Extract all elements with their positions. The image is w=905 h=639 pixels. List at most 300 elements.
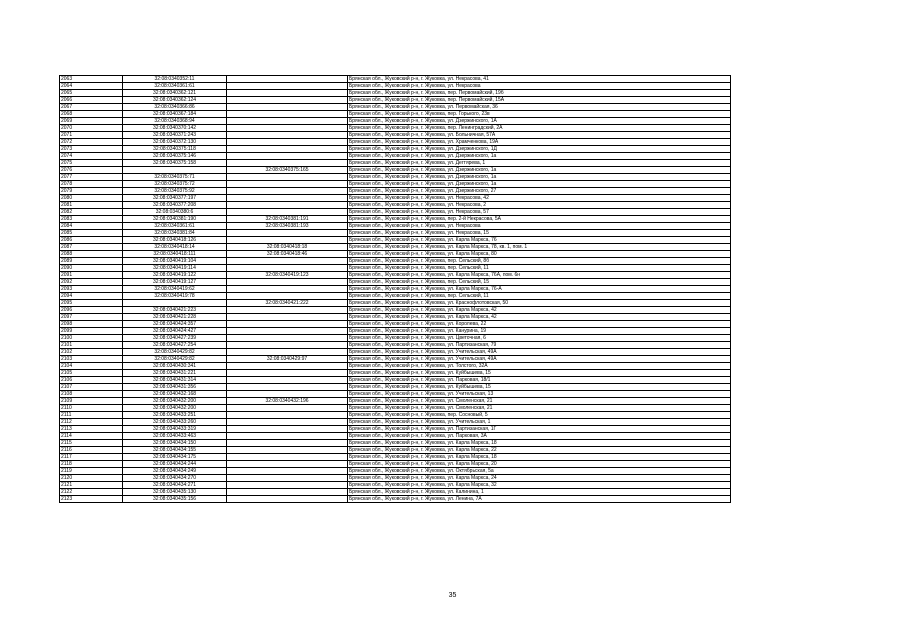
related-cadastral-cell xyxy=(227,342,348,349)
address-cell: Брянская обл., Жуковский р-н, г. Жуковка, ул. Учительская, 1 xyxy=(348,419,731,426)
row-number-cell: 2101 xyxy=(60,342,123,349)
related-cadastral-cell xyxy=(227,97,348,104)
related-cadastral-cell: 32:08:0340432:196 xyxy=(227,398,348,405)
table-row xyxy=(60,356,731,363)
cadastral-number-cell: 32:08:0340435:156 xyxy=(123,496,227,503)
cadastral-number-cell: 32:08:0340434:249 xyxy=(123,468,227,475)
address-cell: Брянская обл., Жуковский р-н, г. Жуковка, пер. Сельский, 8б xyxy=(348,258,731,265)
cadastral-number-cell: 32:08:0340371:243 xyxy=(123,132,227,139)
address-cell: Брянская обл., Жуковский р-н, г. Жуковка, ул. Королева, 22 xyxy=(348,321,731,328)
address-cell: Брянская обл., Жуковский р-н, г. Жуковка, ул. Дзержинского, 1Д xyxy=(348,146,731,153)
cadastral-number-cell: 32:08:0340419:104 xyxy=(123,258,227,265)
cadastral-number-cell: 32:08:0340427:254 xyxy=(123,342,227,349)
row-number-cell: 2113 xyxy=(60,426,123,433)
row-number-cell: 2110 xyxy=(60,405,123,412)
cadastral-number-cell: 32:08:0340421:223 xyxy=(123,307,227,314)
cadastral-number-cell: 32:08:0340433:260 xyxy=(123,419,227,426)
table-row xyxy=(60,265,731,272)
address-cell: Брянская обл., Жуковский р-н, г. Жуковка, ул. Калинина, 1 xyxy=(348,489,731,496)
related-cadastral-cell xyxy=(227,90,348,97)
cadastral-number-cell xyxy=(123,300,227,307)
address-cell: Брянская обл., Жуковский р-н, г. Жуковка, ул. Карла Маркса, 22 xyxy=(348,447,731,454)
related-cadastral-cell xyxy=(227,258,348,265)
cadastral-number-cell: 32:08:0340361:61 xyxy=(123,83,227,90)
related-cadastral-cell xyxy=(227,412,348,419)
row-number-cell: 2120 xyxy=(60,475,123,482)
cadastral-number-cell xyxy=(123,167,227,174)
table-row xyxy=(60,139,731,146)
address-cell: Брянская обл., Жуковский р-н, г. Жуковка, ул. Некрасова, 42 xyxy=(348,195,731,202)
row-number-cell: 2071 xyxy=(60,132,123,139)
related-cadastral-cell xyxy=(227,153,348,160)
row-number-cell: 2080 xyxy=(60,195,123,202)
table-row xyxy=(60,111,731,118)
cadastral-number-cell: 32:08:0340424:357 xyxy=(123,321,227,328)
table-row xyxy=(60,202,731,209)
related-cadastral-cell xyxy=(227,391,348,398)
table-row xyxy=(60,454,731,461)
table-body xyxy=(60,76,731,503)
table-row xyxy=(60,349,731,356)
page-number: 35 xyxy=(448,592,457,599)
address-cell: Брянская обл., Жуковский р-н, г. Жуковка, пер. Первомайский, 19б xyxy=(348,90,731,97)
address-cell: Брянская обл., Жуковский р-н, г. Жуковка, ул. Дзержинского, 27 xyxy=(348,188,731,195)
cadastral-number-cell: 32:08:0340375:146 xyxy=(123,153,227,160)
related-cadastral-cell xyxy=(227,188,348,195)
table-row xyxy=(60,426,731,433)
cadastral-number-cell: 32:08:0340375:118 xyxy=(123,146,227,153)
row-number-cell: 2114 xyxy=(60,433,123,440)
address-cell: Брянская обл., Жуковский р-н, г. Жуковка, ул. Краснофлотовская, 50 xyxy=(348,300,731,307)
cadastral-number-cell: 32:08:0340427:239 xyxy=(123,335,227,342)
table-row xyxy=(60,468,731,475)
address-cell: Брянская обл., Жуковский р-н, г. Жуковка, ул. Карла Маркса, 18 xyxy=(348,454,731,461)
related-cadastral-cell xyxy=(227,335,348,342)
row-number-cell: 2118 xyxy=(60,461,123,468)
cadastral-number-cell: 32:08:0340419:127 xyxy=(123,279,227,286)
cadastral-number-cell: 32:08:0340418:111 xyxy=(123,251,227,258)
row-number-cell: 2074 xyxy=(60,153,123,160)
cadastral-number-cell: 32:08:0340431:221 xyxy=(123,370,227,377)
address-cell: Брянская обл., Жуковский р-н, г. Жуковка, ул. Карла Маркса, 78, кв. 1, пом. 1 xyxy=(348,244,731,251)
related-cadastral-cell: 32:08:0340419:123 xyxy=(227,272,348,279)
table-row xyxy=(60,335,731,342)
address-cell: Брянская обл., Жуковский р-н, г. Жуковка, ул. Партизанская, 1Г xyxy=(348,426,731,433)
related-cadastral-cell xyxy=(227,146,348,153)
row-number-cell: 2079 xyxy=(60,188,123,195)
cadastral-number-cell: 32:08:0340375:92 xyxy=(123,188,227,195)
table-row xyxy=(60,279,731,286)
cadastral-number-cell: 32:08:0340419:114 xyxy=(123,265,227,272)
related-cadastral-cell: 32:08:0340381:191 xyxy=(227,216,348,223)
row-number-cell: 2069 xyxy=(60,118,123,125)
row-number-cell: 2087 xyxy=(60,244,123,251)
related-cadastral-cell xyxy=(227,405,348,412)
row-number-cell: 2090 xyxy=(60,265,123,272)
related-cadastral-cell xyxy=(227,370,348,377)
address-cell: Брянская обл., Жуковский р-н, г. Жуковка, ул. Карла Маркса, 24 xyxy=(348,475,731,482)
related-cadastral-cell xyxy=(227,440,348,447)
cadastral-number-cell: 32:08:0340419:62 xyxy=(123,286,227,293)
table-row xyxy=(60,188,731,195)
table-row xyxy=(60,132,731,139)
row-number-cell: 2099 xyxy=(60,328,123,335)
row-number-cell: 2063 xyxy=(60,76,123,83)
table-row xyxy=(60,300,731,307)
related-cadastral-cell xyxy=(227,293,348,300)
related-cadastral-cell xyxy=(227,202,348,209)
cadastral-number-cell: 32:08:0340431:314 xyxy=(123,377,227,384)
cadastral-number-cell: 32:08:0340419:78 xyxy=(123,293,227,300)
address-cell: Брянская обл., Жуковский р-н, г. Жуковка, ул. Смоленская, 21 xyxy=(348,398,731,405)
address-cell: Брянская обл., Жуковский р-н, г. Жуковка, ул. Карла Маркса, 42 xyxy=(348,314,731,321)
address-cell: Брянская обл., Жуковский р-н, г. Жуковка, ул. Некрасова, 15 xyxy=(348,230,731,237)
related-cadastral-cell xyxy=(227,132,348,139)
table-row xyxy=(60,377,731,384)
row-number-cell: 2067 xyxy=(60,104,123,111)
table-row xyxy=(60,237,731,244)
table-row xyxy=(60,230,731,237)
row-number-cell: 2082 xyxy=(60,209,123,216)
address-cell: Брянская обл., Жуковский р-н, г. Жуковка, ул. Канурина, 19 xyxy=(348,328,731,335)
address-cell: Брянская обл., Жуковский р-н, г. Жуковка, ул. Дзержинского, 1а xyxy=(348,153,731,160)
row-number-cell: 2122 xyxy=(60,489,123,496)
row-number-cell: 2115 xyxy=(60,440,123,447)
address-cell: Брянская обл., Жуковский р-н, г. Жуковка, ул. Некрасова, 57 xyxy=(348,209,731,216)
address-cell: Брянская обл., Жуковский р-н, г. Жуковка, ул. Карла Маркса, 80 xyxy=(348,251,731,258)
table-row xyxy=(60,342,731,349)
table-row xyxy=(60,251,731,258)
row-number-cell: 2121 xyxy=(60,482,123,489)
table-row xyxy=(60,440,731,447)
cadastral-number-cell: 32:08:0340433:251 xyxy=(123,412,227,419)
row-number-cell: 2111 xyxy=(60,412,123,419)
address-cell: Брянская обл., Жуковский р-н, г. Жуковка, ул. Учительская, 13 xyxy=(348,391,731,398)
row-number-cell: 2086 xyxy=(60,237,123,244)
table-row xyxy=(60,167,731,174)
cadastral-number-cell: 32:08:0340380:6 xyxy=(123,209,227,216)
address-cell: Брянская обл., Жуковский р-н, г. Жуковка, ул. Партизанская, 79 xyxy=(348,342,731,349)
address-cell: Брянская обл., Жуковский р-н, г. Жуковка, ул. Карла Маркса, 32 xyxy=(348,482,731,489)
cadastral-number-cell: 32:08:0340434:150 xyxy=(123,440,227,447)
table-row xyxy=(60,412,731,419)
cadastral-number-cell: 32:08:0340375:158 xyxy=(123,160,227,167)
cadastral-number-cell: 32:08:0340367:184 xyxy=(123,111,227,118)
address-cell: Брянская обл., Жуковский р-н, г. Жуковка, ул. Дзержинского, 1А xyxy=(348,118,731,125)
related-cadastral-cell xyxy=(227,475,348,482)
address-cell: Брянская обл., Жуковский р-н, г. Жуковка, ул. Парковая, 18/1 xyxy=(348,377,731,384)
row-number-cell: 2078 xyxy=(60,181,123,188)
row-number-cell: 2123 xyxy=(60,496,123,503)
row-number-cell: 2116 xyxy=(60,447,123,454)
cadastral-number-cell: 32:08:0340430:341 xyxy=(123,363,227,370)
related-cadastral-cell xyxy=(227,468,348,475)
table-row xyxy=(60,482,731,489)
cadastral-number-cell: 32:08:0340375:72 xyxy=(123,181,227,188)
row-number-cell: 2095 xyxy=(60,300,123,307)
address-cell: Брянская обл., Жуковский р-н, г. Жуковка, ул. Карла Маркса, 42 xyxy=(348,307,731,314)
cadastral-number-cell: 32:08:0340429:82 xyxy=(123,356,227,363)
address-cell: Брянская обл., Жуковский р-н, г. Жуковка, ул. Некрасова xyxy=(348,83,731,90)
cadastral-number-cell: 32:08:0340381:190 xyxy=(123,216,227,223)
table-row xyxy=(60,286,731,293)
table-row xyxy=(60,160,731,167)
row-number-cell: 2088 xyxy=(60,251,123,258)
table-row xyxy=(60,447,731,454)
cadastral-number-cell: 32:08:0340434:155 xyxy=(123,447,227,454)
table-row xyxy=(60,209,731,216)
related-cadastral-cell xyxy=(227,139,348,146)
table-row xyxy=(60,405,731,412)
row-number-cell: 2066 xyxy=(60,97,123,104)
row-number-cell: 2102 xyxy=(60,349,123,356)
related-cadastral-cell xyxy=(227,279,348,286)
address-cell: Брянская обл., Жуковский р-н, г. Жуковка, пер. Сельский, 15 xyxy=(348,279,731,286)
row-number-cell: 2083 xyxy=(60,216,123,223)
related-cadastral-cell xyxy=(227,111,348,118)
address-cell: Брянская обл., Жуковский р-н, г. Жуковка, ул. Карла Маркса, 20 xyxy=(348,461,731,468)
cadastral-number-cell: 32:08:0340432:200 xyxy=(123,405,227,412)
related-cadastral-cell xyxy=(227,314,348,321)
related-cadastral-cell xyxy=(227,496,348,503)
row-number-cell: 2092 xyxy=(60,279,123,286)
address-cell: Брянская обл., Жуковский р-н, г. Жуковка, ул. Некрасова, 2 xyxy=(348,202,731,209)
related-cadastral-cell xyxy=(227,461,348,468)
related-cadastral-cell xyxy=(227,160,348,167)
table-row xyxy=(60,181,731,188)
row-number-cell: 2077 xyxy=(60,174,123,181)
address-cell: Брянская обл., Жуковский р-н, г. Жуковка, ул. Дзержинского, 1а xyxy=(348,167,731,174)
address-cell: Брянская обл., Жуковский р-н, г. Жуковка, пер. Ленинградский, 2А xyxy=(348,125,731,132)
related-cadastral-cell xyxy=(227,230,348,237)
related-cadastral-cell xyxy=(227,76,348,83)
row-number-cell: 2068 xyxy=(60,111,123,118)
cadastral-number-cell: 32:08:0340434:270 xyxy=(123,475,227,482)
row-number-cell: 2103 xyxy=(60,356,123,363)
cadastral-number-cell: 32:08:0340434:271 xyxy=(123,482,227,489)
table-row xyxy=(60,321,731,328)
table-row xyxy=(60,125,731,132)
related-cadastral-cell xyxy=(227,447,348,454)
table-row xyxy=(60,391,731,398)
table-row xyxy=(60,258,731,265)
address-cell: Брянская обл., Жуковский р-н, г. Жуковка, ул. Учительская, 49А xyxy=(348,356,731,363)
cadastral-number-cell: 32:08:0340421:228 xyxy=(123,314,227,321)
address-cell: Брянская обл., Жуковский р-н, г. Жуковка, пер. Первомайский, 15А xyxy=(348,97,731,104)
row-number-cell: 2097 xyxy=(60,314,123,321)
row-number-cell: 2093 xyxy=(60,286,123,293)
row-number-cell: 2108 xyxy=(60,391,123,398)
cadastral-number-cell: 32:08:0340433:463 xyxy=(123,433,227,440)
row-number-cell: 2064 xyxy=(60,83,123,90)
related-cadastral-cell xyxy=(227,489,348,496)
related-cadastral-cell xyxy=(227,349,348,356)
cadastral-number-cell: 32:08:0340429:82 xyxy=(123,349,227,356)
cadastral-number-cell: 32:08:0340424:427 xyxy=(123,328,227,335)
cadastral-number-cell: 32:08:0340381:84 xyxy=(123,230,227,237)
address-cell: Брянская обл., Жуковский р-н, г. Жуковка, пер. Сельский, 11 xyxy=(348,265,731,272)
table-row xyxy=(60,496,731,503)
related-cadastral-cell xyxy=(227,237,348,244)
related-cadastral-cell xyxy=(227,377,348,384)
row-number-cell: 2112 xyxy=(60,419,123,426)
row-number-cell: 2107 xyxy=(60,384,123,391)
table-row xyxy=(60,384,731,391)
address-cell: Брянская обл., Жуковский р-н, г. Жуковка, ул. Ленина, 7А xyxy=(348,496,731,503)
row-number-cell: 2106 xyxy=(60,377,123,384)
cadastral-number-cell: 32:08:0340375:71 xyxy=(123,174,227,181)
address-cell: Брянская обл., Жуковский р-н, г. Жуковка, ул. Больничная, 57А xyxy=(348,132,731,139)
cadastral-number-cell: 32:08:0340433:319 xyxy=(123,426,227,433)
related-cadastral-cell xyxy=(227,426,348,433)
cadastral-table xyxy=(59,75,731,503)
row-number-cell: 2096 xyxy=(60,307,123,314)
related-cadastral-cell xyxy=(227,209,348,216)
cadastral-number-cell: 32:08:0340434:244 xyxy=(123,461,227,468)
table-row xyxy=(60,293,731,300)
address-cell: Брянская обл., Жуковский р-н, г. Жуковка, ул. Храмченкова, 19А xyxy=(348,139,731,146)
address-cell: Брянская обл., Жуковский р-н, г. Жуковка, пер. Сосновый, 5 xyxy=(348,412,731,419)
address-cell: Брянская обл., Жуковский р-н, г. Жуковка, пер. Сельский, 11 xyxy=(348,293,731,300)
table-row xyxy=(60,475,731,482)
address-cell: Брянская обл., Жуковский р-н, г. Жуковка, ул. Некрасова, 41 xyxy=(348,76,731,83)
row-number-cell: 2085 xyxy=(60,230,123,237)
row-number-cell: 2100 xyxy=(60,335,123,342)
cadastral-number-cell: 32:08:0340370:142 xyxy=(123,125,227,132)
related-cadastral-cell xyxy=(227,265,348,272)
row-number-cell: 2104 xyxy=(60,363,123,370)
address-cell: Брянская обл., Жуковский р-н, г. Жуковка, ул. Толстого, 32А xyxy=(348,363,731,370)
related-cadastral-cell: 32:08:0340418:18 xyxy=(227,244,348,251)
table-row xyxy=(60,104,731,111)
cadastral-number-cell: 32:08:0340435:130 xyxy=(123,489,227,496)
table-row xyxy=(60,118,731,125)
row-number-cell: 2117 xyxy=(60,454,123,461)
related-cadastral-cell: 32:08:0340421:222 xyxy=(227,300,348,307)
row-number-cell: 2098 xyxy=(60,321,123,328)
related-cadastral-cell xyxy=(227,433,348,440)
address-cell: Брянская обл., Жуковский р-н, г. Жуковка, ул. Куйбышева, 15 xyxy=(348,370,731,377)
table-row xyxy=(60,83,731,90)
related-cadastral-cell xyxy=(227,104,348,111)
table-row xyxy=(60,216,731,223)
cadastral-number-cell: 32:08:0340418:126 xyxy=(123,237,227,244)
address-cell: Брянская обл., Жуковский р-н, г. Жуковка, ул. Карла Маркса, 76А, пом. 6н xyxy=(348,272,731,279)
address-cell: Брянская обл., Жуковский р-н, г. Жуковка, ул. Карла Маркса, 76 xyxy=(348,237,731,244)
related-cadastral-cell xyxy=(227,307,348,314)
table-row xyxy=(60,76,731,83)
table-row xyxy=(60,314,731,321)
table-row xyxy=(60,433,731,440)
related-cadastral-cell xyxy=(227,454,348,461)
table-row xyxy=(60,461,731,468)
row-number-cell: 2109 xyxy=(60,398,123,405)
table-row xyxy=(60,174,731,181)
table-row xyxy=(60,97,731,104)
address-cell: Брянская обл., Жуковский р-н, г. Жуковка, ул. Дзержинского, 1а xyxy=(348,181,731,188)
related-cadastral-cell xyxy=(227,328,348,335)
row-number-cell: 2081 xyxy=(60,202,123,209)
cadastral-number-cell: 32:08:0340362:121 xyxy=(123,90,227,97)
address-cell: Брянская обл., Жуковский р-н, г. Жуковка, ул. Дзержинского, 1а xyxy=(348,174,731,181)
table-row xyxy=(60,195,731,202)
related-cadastral-cell xyxy=(227,125,348,132)
table-row xyxy=(60,419,731,426)
table-row xyxy=(60,363,731,370)
cadastral-number-cell: 32:08:0340418:14 xyxy=(123,244,227,251)
address-cell: Брянская обл., Жуковский р-н, г. Жуковка, ул. Парковая, 3А xyxy=(348,433,731,440)
row-number-cell: 2076 xyxy=(60,167,123,174)
address-cell: Брянская обл., Жуковский р-н, г. Жуковка, ул. Некрасова xyxy=(348,223,731,230)
address-cell: Брянская обл., Жуковский р-н, г. Жуковка, ул. Куйбышева, 15 xyxy=(348,384,731,391)
cadastral-number-cell: 32:08:0340377:197 xyxy=(123,195,227,202)
related-cadastral-cell xyxy=(227,363,348,370)
row-number-cell: 2105 xyxy=(60,370,123,377)
cadastral-number-cell: 32:08:0340434:175 xyxy=(123,454,227,461)
related-cadastral-cell xyxy=(227,482,348,489)
table-row xyxy=(60,307,731,314)
related-cadastral-cell xyxy=(227,419,348,426)
table-row xyxy=(60,489,731,496)
cadastral-number-cell: 32:08:0340372:130 xyxy=(123,139,227,146)
cadastral-number-cell: 32:08:0340352:11 xyxy=(123,76,227,83)
cadastral-number-cell: 32:08:0340368:94 xyxy=(123,118,227,125)
table-row xyxy=(60,146,731,153)
related-cadastral-cell xyxy=(227,321,348,328)
row-number-cell: 2075 xyxy=(60,160,123,167)
table-row xyxy=(60,153,731,160)
cadastral-number-cell: 32:08:0340432:168 xyxy=(123,391,227,398)
related-cadastral-cell xyxy=(227,83,348,90)
cadastral-number-cell: 32:08:0340361:61 xyxy=(123,223,227,230)
related-cadastral-cell xyxy=(227,181,348,188)
row-number-cell: 2084 xyxy=(60,223,123,230)
address-cell: Брянская обл., Жуковский р-н, г. Жуковка, ул. Карла Маркса, 76-А xyxy=(348,286,731,293)
row-number-cell: 2073 xyxy=(60,146,123,153)
address-cell: Брянская обл., Жуковский р-н, г. Жуковка, ул. Дегтярева, 1 xyxy=(348,160,731,167)
cadastral-number-cell: 32:08:0340431:356 xyxy=(123,384,227,391)
address-cell: Брянская обл., Жуковский р-н, г. Жуковка, ул. Учительская, 49А xyxy=(348,349,731,356)
cadastral-number-cell: 32:08:0340377:208 xyxy=(123,202,227,209)
cadastral-number-cell: 32:08:0340432:200 xyxy=(123,398,227,405)
related-cadastral-cell xyxy=(227,118,348,125)
address-cell: Брянская обл., Жуковский р-н, г. Жуковка, пер. 2-й Некрасова, 5А xyxy=(348,216,731,223)
related-cadastral-cell xyxy=(227,195,348,202)
row-number-cell: 2094 xyxy=(60,293,123,300)
related-cadastral-cell: 32:08:0340375:165 xyxy=(227,167,348,174)
row-number-cell: 2065 xyxy=(60,90,123,97)
related-cadastral-cell: 32:08:0340381:193 xyxy=(227,223,348,230)
table-row xyxy=(60,370,731,377)
table-row xyxy=(60,223,731,230)
related-cadastral-cell: 32:08:0340429:97 xyxy=(227,356,348,363)
row-number-cell: 2091 xyxy=(60,272,123,279)
cadastral-number-cell: 32:08:0340362:124 xyxy=(123,97,227,104)
row-number-cell: 2119 xyxy=(60,468,123,475)
related-cadastral-cell xyxy=(227,384,348,391)
related-cadastral-cell xyxy=(227,286,348,293)
cadastral-number-cell: 32:08:0340366:86 xyxy=(123,104,227,111)
table-row xyxy=(60,272,731,279)
address-cell: Брянская обл., Жуковский р-н, г. Жуковка, ул. Первомайская, 36 xyxy=(348,104,731,111)
cadastral-number-cell: 32:08:0340419:122 xyxy=(123,272,227,279)
table-row xyxy=(60,328,731,335)
address-cell: Брянская обл., Жуковский р-н, г. Жуковка, ул. Октябрьская, 5а xyxy=(348,468,731,475)
address-cell: Брянская обл., Жуковский р-н, г. Жуковка, ул. Смоленская, 21 xyxy=(348,405,731,412)
related-cadastral-cell: 32:08:0340418:46 xyxy=(227,251,348,258)
address-cell: Брянская обл., Жуковский р-н, г. Жуковка, пер. Горького, 23в xyxy=(348,111,731,118)
table-row xyxy=(60,90,731,97)
